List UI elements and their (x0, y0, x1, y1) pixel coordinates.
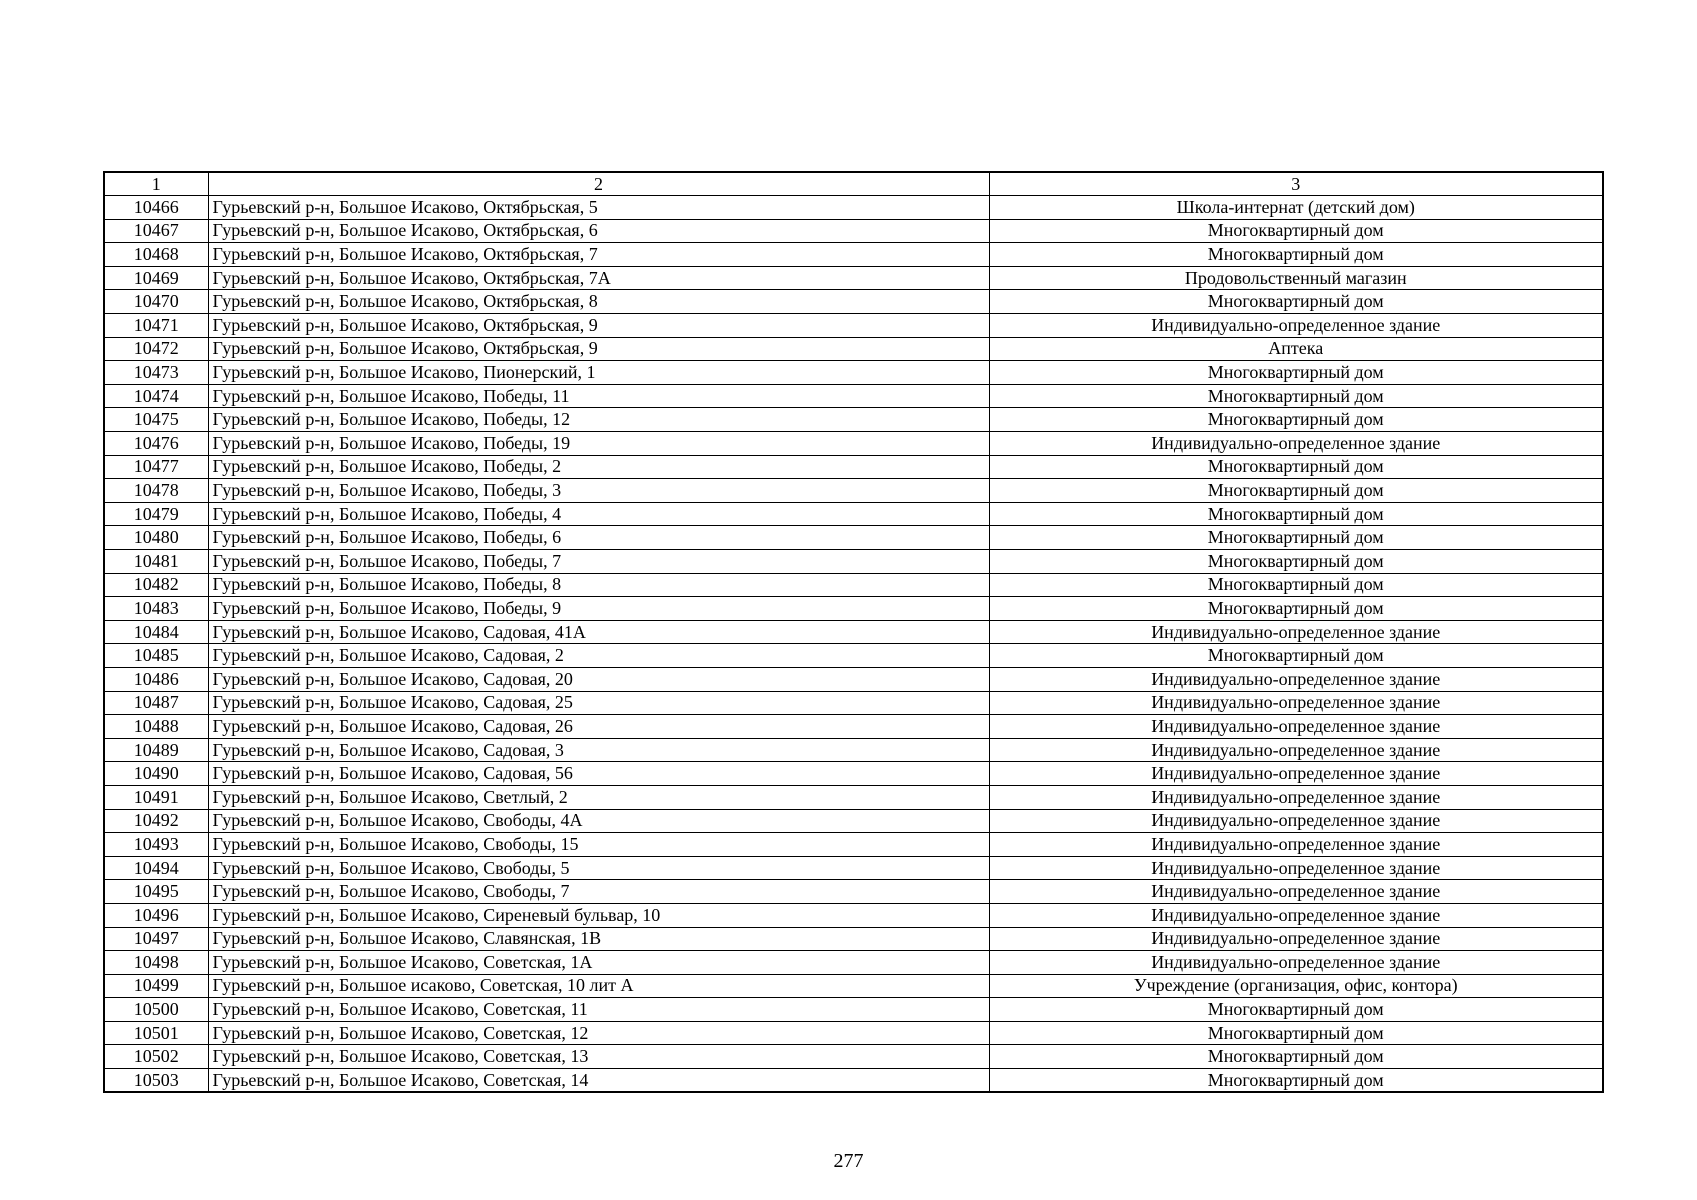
table-row (104, 526, 1603, 550)
table-row (104, 384, 1603, 408)
row-number: 10493 (104, 833, 208, 857)
row-address: Гурьевский р-н, Большое Исаково, Светлый, 2 (208, 785, 989, 809)
row-address: Гурьевский р-н, Большое Исаково, Свободы, 5 (208, 856, 989, 880)
row-building-type: Индивидуально-определенное здание (989, 762, 1603, 786)
table-row (104, 597, 1603, 621)
row-number: 10490 (104, 762, 208, 786)
row-address: Гурьевский р-н, Большое Исаково, Победы, 8 (208, 573, 989, 597)
table-row (104, 762, 1603, 786)
row-address: Гурьевский р-н, Большое Исаково, Советская, 13 (208, 1045, 989, 1069)
row-building-type: Многоквартирный дом (989, 998, 1603, 1022)
row-address: Гурьевский р-н, Большое Исаково, Пионерский, 1 (208, 361, 989, 385)
row-number: 10485 (104, 644, 208, 668)
row-address: Гурьевский р-н, Большое Исаково, Победы, 4 (208, 502, 989, 526)
row-address: Гурьевский р-н, Большое Исаково, Садовая, 56 (208, 762, 989, 786)
table-row (104, 974, 1603, 998)
row-building-type: Индивидуально-определенное здание (989, 951, 1603, 975)
table-row (104, 880, 1603, 904)
table-row (104, 432, 1603, 456)
table-row (104, 833, 1603, 857)
row-number: 10468 (104, 243, 208, 267)
row-address: Гурьевский р-н, Большое Исаково, Октябрьская, 8 (208, 290, 989, 314)
table-row (104, 502, 1603, 526)
row-building-type: Многоквартирный дом (989, 644, 1603, 668)
table-row (104, 1069, 1603, 1093)
table-row (104, 667, 1603, 691)
row-number: 10476 (104, 432, 208, 456)
row-building-type: Многоквартирный дом (989, 1045, 1603, 1069)
row-building-type: Многоквартирный дом (989, 243, 1603, 267)
row-number: 10480 (104, 526, 208, 550)
row-address: Гурьевский р-н, Большое Исаково, Победы, 3 (208, 479, 989, 503)
row-number: 10496 (104, 903, 208, 927)
row-number: 10472 (104, 337, 208, 361)
row-address: Гурьевский р-н, Большое Исаково, Садовая, 3 (208, 738, 989, 762)
row-building-type: Учреждение (организация, офис, контора) (989, 974, 1603, 998)
row-building-type: Индивидуально-определенное здание (989, 314, 1603, 338)
row-address: Гурьевский р-н, Большое Исаково, Свободы, 15 (208, 833, 989, 857)
row-building-type: Индивидуально-определенное здание (989, 927, 1603, 951)
row-building-type: Многоквартирный дом (989, 573, 1603, 597)
row-number: 10466 (104, 196, 208, 220)
row-building-type: Индивидуально-определенное здание (989, 880, 1603, 904)
table-row (104, 243, 1603, 267)
table-row (104, 644, 1603, 668)
table-row (104, 1021, 1603, 1045)
row-number: 10481 (104, 550, 208, 574)
row-number: 10489 (104, 738, 208, 762)
table-row (104, 479, 1603, 503)
row-number: 10497 (104, 927, 208, 951)
row-number: 10502 (104, 1045, 208, 1069)
row-building-type: Индивидуально-определенное здание (989, 903, 1603, 927)
row-number: 10495 (104, 880, 208, 904)
row-number: 10503 (104, 1069, 208, 1093)
table-row (104, 290, 1603, 314)
table-row (104, 361, 1603, 385)
table-row (104, 337, 1603, 361)
column-header-type: 3 (989, 172, 1603, 196)
row-address: Гурьевский р-н, Большое Исаково, Победы, 6 (208, 526, 989, 550)
row-address: Гурьевский р-н, Большое Исаково, Советская, 14 (208, 1069, 989, 1093)
table-row (104, 809, 1603, 833)
table-row (104, 738, 1603, 762)
row-building-type: Многоквартирный дом (989, 479, 1603, 503)
row-address: Гурьевский р-н, Большое Исаково, Октябрьская, 6 (208, 219, 989, 243)
row-building-type: Индивидуально-определенное здание (989, 856, 1603, 880)
table-row (104, 455, 1603, 479)
row-address: Гурьевский р-н, Большое Исаково, Победы, 19 (208, 432, 989, 456)
row-building-type: Многоквартирный дом (989, 290, 1603, 314)
row-address: Гурьевский р-н, Большое Исаково, Октябрьская, 7А (208, 266, 989, 290)
row-number: 10475 (104, 408, 208, 432)
row-building-type: Индивидуально-определенное здание (989, 738, 1603, 762)
table-row (104, 903, 1603, 927)
registry-table (103, 171, 1604, 1093)
row-address: Гурьевский р-н, Большое Исаково, Октябрьская, 5 (208, 196, 989, 220)
row-building-type: Многоквартирный дом (989, 455, 1603, 479)
row-address: Гурьевский р-н, Большое Исаково, Октябрьская, 7 (208, 243, 989, 267)
row-address: Гурьевский р-н, Большое Исаково, Садовая, 20 (208, 667, 989, 691)
row-building-type: Многоквартирный дом (989, 526, 1603, 550)
row-address: Гурьевский р-н, Большое Исаково, Садовая, 25 (208, 691, 989, 715)
table-row (104, 691, 1603, 715)
row-number: 10484 (104, 620, 208, 644)
row-address: Гурьевский р-н, Большое Исаково, Октябрьская, 9 (208, 314, 989, 338)
row-number: 10479 (104, 502, 208, 526)
row-number: 10471 (104, 314, 208, 338)
table-row (104, 927, 1603, 951)
row-address: Гурьевский р-н, Большое Исаково, Садовая, 41А (208, 620, 989, 644)
row-address: Гурьевский р-н, Большое Исаково, Победы, 7 (208, 550, 989, 574)
row-building-type: Многоквартирный дом (989, 550, 1603, 574)
row-number: 10501 (104, 1021, 208, 1045)
table-row (104, 951, 1603, 975)
row-number: 10474 (104, 384, 208, 408)
row-address: Гурьевский р-н, Большое Исаково, Свободы, 7 (208, 880, 989, 904)
row-number: 10498 (104, 951, 208, 975)
row-number: 10486 (104, 667, 208, 691)
table-body (104, 196, 1603, 1093)
row-number: 10469 (104, 266, 208, 290)
row-building-type: Индивидуально-определенное здание (989, 785, 1603, 809)
row-address: Гурьевский р-н, Большое Исаково, Славянская, 1В (208, 927, 989, 951)
row-address: Гурьевский р-н, Большое Исаково, Победы, 11 (208, 384, 989, 408)
row-address: Гурьевский р-н, Большое Исаково, Свободы, 4А (208, 809, 989, 833)
row-number: 10483 (104, 597, 208, 621)
table-row (104, 620, 1603, 644)
column-header-number: 1 (104, 172, 208, 196)
row-building-type: Индивидуально-определенное здание (989, 432, 1603, 456)
table-row (104, 219, 1603, 243)
table-row (104, 785, 1603, 809)
row-building-type: Многоквартирный дом (989, 361, 1603, 385)
table-row (104, 408, 1603, 432)
row-number: 10487 (104, 691, 208, 715)
row-address: Гурьевский р-н, Большое Исаково, Садовая, 26 (208, 715, 989, 739)
row-number: 10473 (104, 361, 208, 385)
row-address: Гурьевский р-н, Большое Исаково, Советская, 12 (208, 1021, 989, 1045)
row-building-type: Многоквартирный дом (989, 384, 1603, 408)
table-row (104, 1045, 1603, 1069)
row-building-type: Индивидуально-определенное здание (989, 667, 1603, 691)
row-building-type: Индивидуально-определенное здание (989, 833, 1603, 857)
row-number: 10491 (104, 785, 208, 809)
row-building-type: Индивидуально-определенное здание (989, 691, 1603, 715)
row-address: Гурьевский р-н, Большое Исаково, Победы, 9 (208, 597, 989, 621)
row-number: 10470 (104, 290, 208, 314)
row-address: Гурьевский р-н, Большое Исаково, Победы, 2 (208, 455, 989, 479)
row-number: 10477 (104, 455, 208, 479)
row-building-type: Многоквартирный дом (989, 1069, 1603, 1093)
row-building-type: Многоквартирный дом (989, 408, 1603, 432)
page-number: 277 (833, 1150, 864, 1172)
row-building-type: Школа-интернат (детский дом) (989, 196, 1603, 220)
row-building-type: Многоквартирный дом (989, 502, 1603, 526)
row-number: 10478 (104, 479, 208, 503)
table-row (104, 856, 1603, 880)
row-address: Гурьевский р-н, Большое исаково, Советская, 10 лит А (208, 974, 989, 998)
row-building-type: Индивидуально-определенное здание (989, 715, 1603, 739)
table-row (104, 998, 1603, 1022)
row-building-type: Индивидуально-определенное здание (989, 620, 1603, 644)
table-row (104, 573, 1603, 597)
row-building-type: Многоквартирный дом (989, 219, 1603, 243)
row-address: Гурьевский р-н, Большое Исаково, Октябрьская, 9 (208, 337, 989, 361)
table-row (104, 196, 1603, 220)
column-header-address: 2 (208, 172, 989, 196)
row-address: Гурьевский р-н, Большое Исаково, Советская, 1А (208, 951, 989, 975)
row-address: Гурьевский р-н, Большое Исаково, Победы, 12 (208, 408, 989, 432)
row-building-type: Продовольственный магазин (989, 266, 1603, 290)
table-row (104, 266, 1603, 290)
row-building-type: Аптека (989, 337, 1603, 361)
row-building-type: Индивидуально-определенное здание (989, 809, 1603, 833)
row-number: 10499 (104, 974, 208, 998)
row-number: 10500 (104, 998, 208, 1022)
row-number: 10494 (104, 856, 208, 880)
row-address: Гурьевский р-н, Большое Исаково, Садовая, 2 (208, 644, 989, 668)
row-address: Гурьевский р-н, Большое Исаково, Советская, 11 (208, 998, 989, 1022)
table-header-row (104, 172, 1603, 196)
table-row (104, 314, 1603, 338)
row-building-type: Многоквартирный дом (989, 1021, 1603, 1045)
row-number: 10482 (104, 573, 208, 597)
row-number: 10467 (104, 219, 208, 243)
table-row (104, 715, 1603, 739)
row-building-type: Многоквартирный дом (989, 597, 1603, 621)
row-number: 10492 (104, 809, 208, 833)
row-number: 10488 (104, 715, 208, 739)
row-address: Гурьевский р-н, Большое Исаково, Сиреневый бульвар, 10 (208, 903, 989, 927)
table-row (104, 550, 1603, 574)
